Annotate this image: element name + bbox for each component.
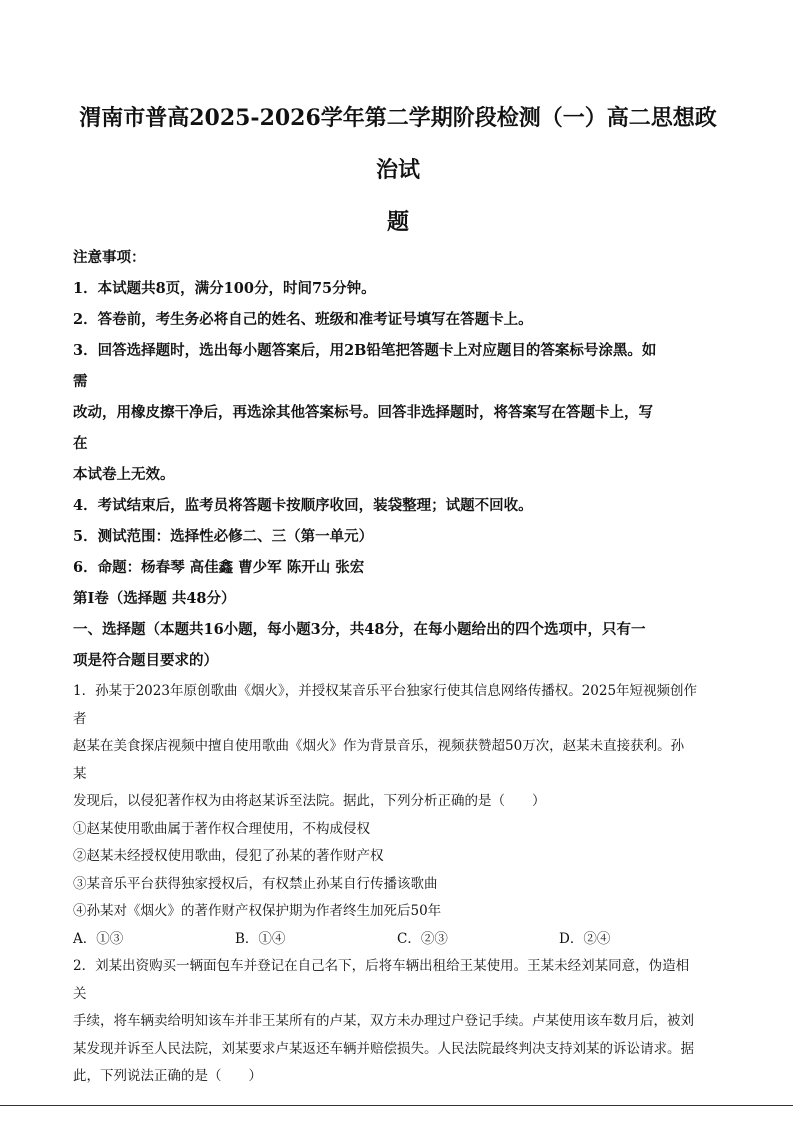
notice-line: 需 [73,373,88,390]
notice-line: 6．命题：杨春琴 高佳鑫 曹少军 陈开山 张宏 [73,559,365,576]
notice-line: 改动，用橡皮擦干净后，再选涂其他答案标号。回答非选择题时，将答案写在答题卡上，写 [73,404,653,421]
question-line: 者 [73,710,87,727]
question-line: 手续，将车辆卖给明知该车并非王某所有的卢某，双方未办理过户登记手续。卢某使用该车数月后，被刘 [73,1013,694,1029]
notice-line: 在 [73,435,88,452]
question-line: 某 [73,765,87,782]
exam-page [73,92,723,1091]
question-line: 1．孙某于2023年原创歌曲《烟火》，并授权某音乐平台独家行使其信息网络传播权。2025年短视频创作 [73,683,698,699]
notice-line: 2．答卷前，考生务必将自己的姓名、班级和准考证号填写在答题卡上。 [73,311,533,328]
question-line: ③某音乐平台获得独家授权后，有权禁止孙某自行传播该歌曲 [73,875,438,892]
title-line-2: 题 [386,209,409,235]
title-line-1: 渭南市普高2025-2026学年第二学期阶段检测（一）高二思想政治试 [79,105,717,183]
section-instruction: 一、选择题（本题共16小题，每小题3分，共48分，在每小题给出的四个选项中，只有一 [73,621,646,638]
notice-line: 4．考试结束后，监考员将答题卡按顺序收回，装袋整理；试题不回收。 [73,497,533,514]
question-line: 某发现并诉至人民法院，刘某要求卢某返还车辆并赔偿损失。人民法院最终判决支持刘某的诉讼请求。据 [73,1040,694,1057]
notice-line: 本试卷上无效。 [73,466,175,483]
question-line: 2．刘某出资购买一辆面包车并登记在自己名下，后将车辆出租给王某使用。王某未经刘某同意，伪造相 [73,958,690,974]
question-line: 发现后，以侵犯著作权为由将赵某诉至法院。据此，下列分析正确的是（ ） [73,793,546,809]
question-line: 此，下列说法正确的是（ ） [73,1068,262,1084]
option-d: D．②④ [559,930,611,947]
option-a: A．①③ [73,930,124,947]
question-2 [73,953,723,1091]
exam-title [73,92,723,248]
answer-options [73,926,723,954]
section-instruction: 项是符合题目要求的） [73,652,218,669]
option-b: B．①④ [235,930,286,947]
notice-block [73,242,723,583]
question-line: ②赵某未经授权使用歌曲，侵犯了孙某的著作财产权 [73,848,384,864]
notice-line: 5．测试范围：选择性必修二、三（第一单元） [73,528,374,545]
volume-heading: 第Ⅰ卷（选择题 共48分） [73,590,236,607]
page-bottom-divider [0,1105,793,1106]
question-line: ①赵某使用歌曲属于著作权合理使用，不构成侵权 [73,820,370,837]
notice-line: 3．回答选择题时，选出每小题答案后，用2B铅笔把答题卡上对应题目的答案标号涂黑。如 [73,342,657,359]
notice-line: 1．本试题共8页，满分100分，时间75分钟。 [73,280,376,297]
option-c: C．②③ [397,930,448,947]
question-line: ④孙某对《烟火》的著作财产权保护期为作者终生加死后50年 [73,903,442,919]
question-line: 赵某在美食探店视频中擅自使用歌曲《烟火》作为背景音乐，视频获赞超50万次，赵某未直接获利。孙 [73,738,685,754]
question-line: 关 [73,985,87,1002]
notice-heading: 注意事项： [73,249,146,266]
question-1 [73,678,723,953]
section-header [73,583,723,676]
